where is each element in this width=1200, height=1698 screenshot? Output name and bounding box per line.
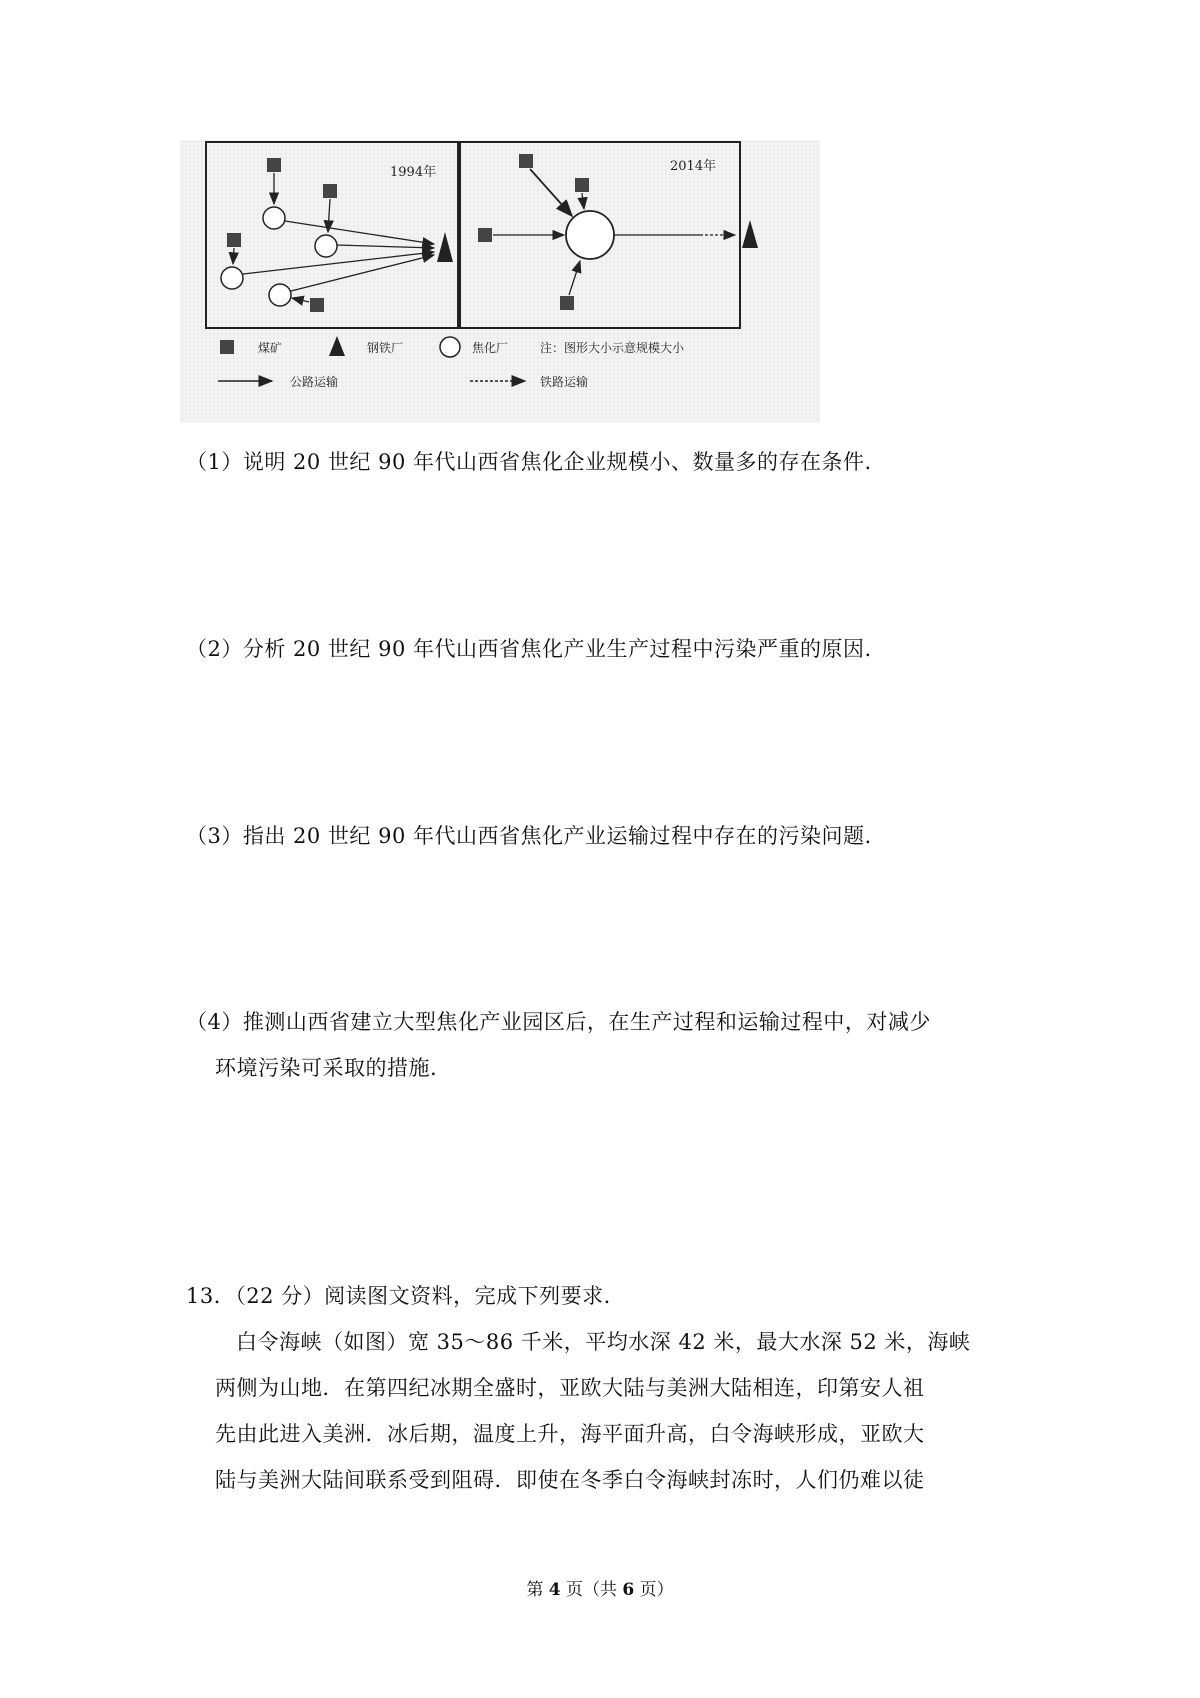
q13-line-1: 白令海峡（如图）宽 35～86 千米，平均水深 42 米，最大水深 52 米，海峡 bbox=[236, 1330, 971, 1354]
coal-mine-icon bbox=[519, 154, 533, 168]
coking-plant-icon bbox=[566, 211, 614, 259]
legend-road-label: 公路运输 bbox=[290, 375, 339, 389]
coal-mine-icon bbox=[220, 340, 234, 354]
panel-2014-content bbox=[478, 154, 758, 310]
coal-mine-icon bbox=[575, 178, 589, 192]
page-footer bbox=[0, 1575, 1200, 1600]
question-13-header: 13．（22 分）阅读图文资料，完成下列要求. bbox=[186, 1284, 611, 1308]
coking-plant-icon bbox=[221, 267, 243, 289]
question-2: （2）分析 20 世纪 90 年代山西省焦化产业生产过程中污染严重的原因. bbox=[186, 637, 872, 661]
panel-2014-year: 2014年 bbox=[670, 159, 717, 174]
coking-plant-icon bbox=[315, 235, 337, 257]
panel-1994-year: 1994年 bbox=[390, 165, 437, 180]
coal-mine-icon bbox=[560, 296, 574, 310]
legend bbox=[218, 336, 685, 389]
footer-total-pages: 6 bbox=[622, 1580, 635, 1600]
legend-rail-label: 铁路运输 bbox=[540, 375, 589, 389]
coking-plant-icon bbox=[263, 207, 285, 229]
coking-plant-icon bbox=[269, 284, 291, 306]
question-1: （1）说明 20 世纪 90 年代山西省焦化企业规模小、数量多的存在条件. bbox=[186, 450, 872, 474]
industry-diagram bbox=[180, 140, 820, 422]
coal-mine-icon bbox=[227, 233, 241, 247]
legend-note: 注：图形大小示意规模大小 bbox=[540, 341, 685, 355]
footer-middle: 页（共 bbox=[566, 1580, 617, 1600]
coal-mine-icon bbox=[310, 298, 324, 312]
footer-suffix: 页） bbox=[639, 1580, 674, 1600]
coal-mine-icon bbox=[267, 158, 281, 172]
coal-mine-icon bbox=[323, 184, 337, 198]
steel-plant-icon bbox=[437, 232, 453, 262]
question-4: （4）推测山西省建立大型焦化产业园区后，在生产过程和运输过程中，对减少 bbox=[186, 1010, 931, 1034]
footer-prefix: 第 bbox=[526, 1580, 544, 1600]
question-4-continuation: 环境污染可采取的措施. bbox=[215, 1056, 438, 1080]
q13-line-3: 先由此进入美洲．冰后期，温度上升，海平面升高，白令海峡形成，亚欧大 bbox=[215, 1422, 925, 1446]
coal-mine-icon bbox=[478, 228, 492, 242]
q13-line-4: 陆与美洲大陆间联系受到阻碍．即使在冬季白令海峡封冻时，人们仍难以徒 bbox=[215, 1468, 925, 1492]
coking-plant-icon bbox=[440, 337, 460, 357]
question-3: （3）指出 20 世纪 90 年代山西省焦化产业运输过程中存在的污染问题. bbox=[186, 824, 872, 848]
steel-plant-icon bbox=[742, 220, 758, 248]
legend-steel-label: 钢铁厂 bbox=[367, 341, 404, 355]
panel-1994-content bbox=[221, 158, 453, 312]
steel-plant-icon bbox=[329, 336, 345, 356]
legend-coal-label: 煤矿 bbox=[258, 341, 283, 355]
legend-coking-label: 焦化厂 bbox=[472, 341, 509, 355]
diagram-svg bbox=[180, 140, 820, 422]
footer-page-number: 4 bbox=[548, 1580, 561, 1600]
q13-line-2: 两侧为山地．在第四纪冰期全盛时，亚欧大陆与美洲大陆相连，印第安人祖 bbox=[215, 1376, 925, 1400]
